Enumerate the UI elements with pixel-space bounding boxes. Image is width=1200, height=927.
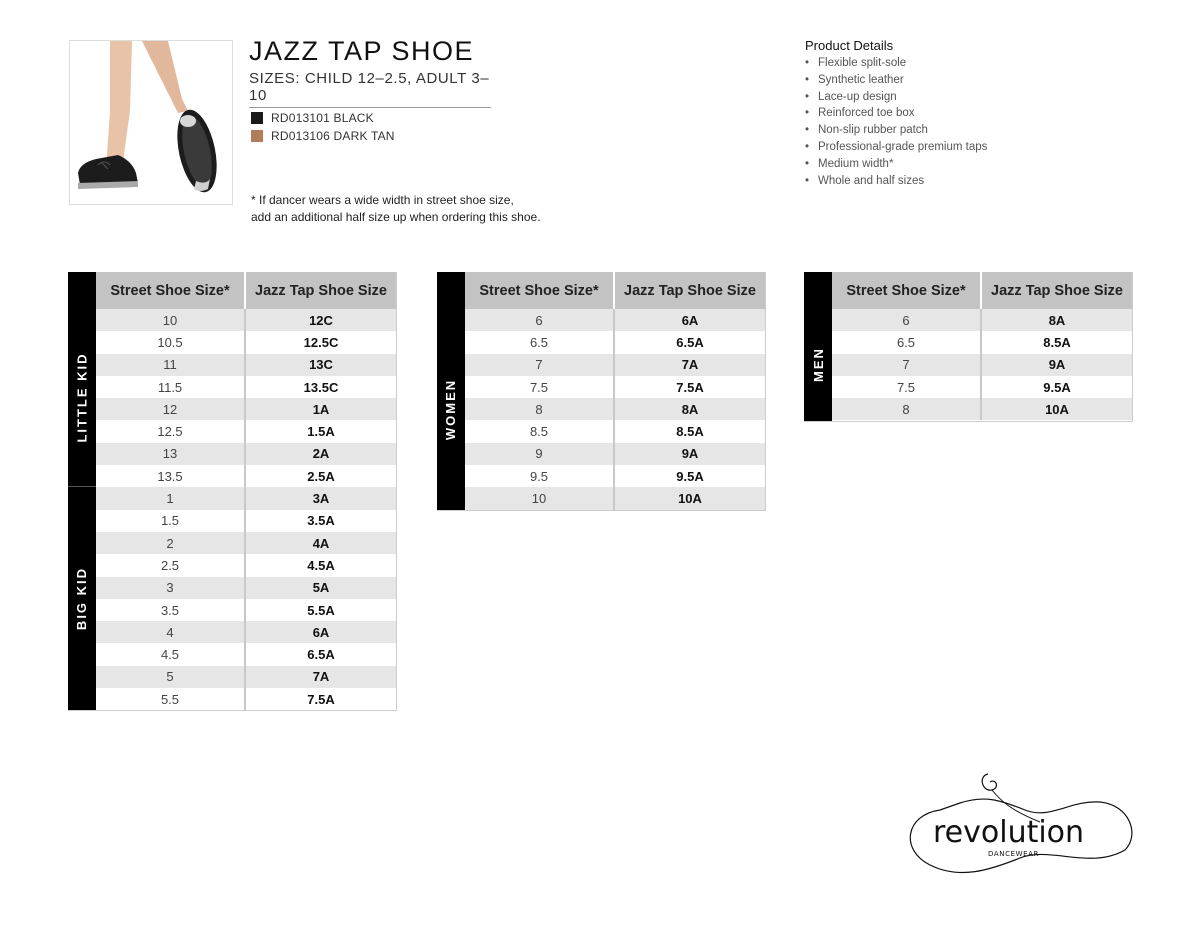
jazz-size-cell: 10A — [1045, 401, 1069, 417]
details-item: • Lace-up design — [805, 89, 987, 106]
street-size-cell: 5 — [96, 666, 246, 688]
details-item: • Synthetic leather — [805, 72, 987, 89]
women-size-table — [437, 272, 766, 511]
jazz-size-cell: 9.5A — [676, 468, 704, 484]
details-item: • Flexible split-sole — [805, 55, 987, 72]
jazz-size-cell: 2A — [312, 446, 330, 462]
jazz-size-cell: 8.5A — [676, 424, 704, 440]
street-size-cell: 11 — [96, 354, 246, 376]
jazz-size-cell: 12.5C — [303, 334, 339, 350]
product-details — [805, 38, 987, 189]
category-sidebar — [437, 272, 465, 510]
jazz-size-cell: 6.5A — [676, 334, 704, 350]
street-size-cell: 9.5 — [465, 465, 615, 487]
jazz-size-cell: 9.5A — [1043, 379, 1071, 395]
size-table-body — [832, 272, 1133, 421]
jazz-size-cell: 2.5A — [307, 468, 335, 484]
category-sidebar — [804, 272, 832, 421]
table-row — [96, 398, 396, 420]
jazz-size-cell: 4A — [312, 535, 330, 551]
tap-shoe-illustration — [70, 41, 233, 205]
street-size-cell: 2 — [96, 532, 246, 554]
street-size-cell: 6 — [832, 309, 982, 331]
street-size-cell: 7 — [465, 354, 615, 376]
street-size-cell: 2.5 — [96, 554, 246, 576]
street-size-cell: 13 — [96, 443, 246, 465]
jazz-size-cell: 1.5A — [307, 424, 335, 440]
table-header — [96, 272, 396, 309]
jazz-size-cell: 9A — [1048, 357, 1066, 373]
table-row — [96, 309, 396, 331]
table-row — [96, 510, 396, 532]
details-item: • Medium width* — [805, 156, 987, 173]
table-row — [96, 376, 396, 398]
table-row — [465, 354, 765, 376]
revolution-logo — [900, 770, 1140, 885]
details-item: • Non-slip rubber patch — [805, 122, 987, 139]
table-row — [96, 599, 396, 621]
category-label: LITTLE KID — [74, 352, 90, 443]
street-size-cell: 3 — [96, 577, 246, 599]
street-size-cell: 5.5 — [96, 688, 246, 710]
street-size-cell: 8 — [832, 398, 982, 420]
jazz-size-cell: 6.5A — [307, 647, 335, 663]
jazz-size-header: Jazz Tap Shoe Size — [991, 282, 1123, 299]
street-size-cell: 11.5 — [96, 376, 246, 398]
street-size-header: Street Shoe Size* — [832, 272, 982, 309]
jazz-size-cell: 1A — [312, 401, 330, 417]
table-row — [96, 465, 396, 487]
jazz-size-cell: 13.5C — [303, 379, 339, 395]
size-table-body — [465, 272, 766, 510]
table-row — [465, 420, 765, 442]
note-line: add an additional half size up when ordering this shoe. — [251, 210, 541, 224]
street-size-cell: 7.5 — [832, 376, 982, 398]
table-row — [832, 331, 1132, 353]
table-row — [96, 643, 396, 665]
table-row — [832, 398, 1132, 420]
jazz-size-cell: 7.5A — [676, 379, 704, 395]
jazz-size-cell: 10A — [678, 491, 702, 507]
details-list — [805, 55, 987, 189]
details-item: • Whole and half sizes — [805, 173, 987, 190]
jazz-size-cell: 7A — [312, 669, 330, 685]
street-size-header: Street Shoe Size* — [465, 272, 615, 309]
table-row — [465, 465, 765, 487]
street-size-cell: 10 — [96, 309, 246, 331]
swatch-dark-tan — [251, 127, 395, 145]
street-size-cell: 4.5 — [96, 643, 246, 665]
category-segment — [68, 309, 96, 487]
color-swatches — [251, 109, 395, 145]
table-row — [465, 331, 765, 353]
width-note — [251, 192, 541, 226]
jazz-size-cell: 7A — [681, 357, 699, 373]
table-row — [96, 420, 396, 442]
jazz-size-cell: 13C — [309, 357, 333, 373]
table-row — [96, 331, 396, 353]
table-row — [96, 554, 396, 576]
jazz-size-cell: 3.5A — [307, 513, 335, 529]
swatch-black — [251, 109, 395, 127]
table-row — [96, 532, 396, 554]
table-row — [832, 354, 1132, 376]
size-range: SIZES: CHILD 12–2.5, ADULT 3–10 — [249, 70, 491, 108]
street-size-cell: 4 — [96, 621, 246, 643]
jazz-size-cell: 3A — [312, 491, 330, 507]
jazz-size-cell: 12C — [309, 312, 333, 328]
table-row — [465, 398, 765, 420]
category-segment — [68, 487, 96, 710]
size-table-body — [96, 272, 397, 710]
jazz-size-cell: 7.5A — [307, 691, 335, 707]
table-row — [832, 309, 1132, 331]
jazz-size-cell: 5.5A — [307, 602, 335, 618]
street-size-cell: 8.5 — [465, 420, 615, 442]
details-item: • Professional-grade premium taps — [805, 139, 987, 156]
category-label: WOMEN — [443, 378, 459, 440]
table-row — [96, 666, 396, 688]
note-line: * If dancer wears a wide width in street shoe size, — [251, 193, 514, 207]
table-row — [96, 577, 396, 599]
street-size-cell: 6 — [465, 309, 615, 331]
details-item: • Reinforced toe box — [805, 105, 987, 122]
table-row — [96, 688, 396, 710]
jazz-size-header: Jazz Tap Shoe Size — [624, 282, 756, 299]
logo-mark — [900, 770, 1140, 885]
swatch-color — [251, 130, 263, 142]
jazz-size-cell: 6A — [312, 624, 330, 640]
jazz-size-cell: 8A — [1048, 312, 1066, 328]
street-size-cell: 7.5 — [465, 376, 615, 398]
jazz-size-cell: 4.5A — [307, 557, 335, 573]
street-size-cell: 1 — [96, 487, 246, 509]
table-row — [832, 376, 1132, 398]
street-size-cell: 3.5 — [96, 599, 246, 621]
table-row — [96, 487, 396, 509]
street-size-cell: 6.5 — [465, 331, 615, 353]
street-size-cell: 7 — [832, 354, 982, 376]
jazz-size-cell: 9A — [681, 446, 699, 462]
men-size-table — [804, 272, 1133, 422]
category-label: MEN — [810, 347, 826, 383]
jazz-size-cell: 8.5A — [1043, 334, 1071, 350]
table-header — [465, 272, 765, 309]
swatch-label: RD013101 BLACK — [271, 111, 374, 125]
category-segment — [437, 309, 465, 510]
page-title: JAZZ TAP SHOE — [249, 36, 475, 66]
street-size-cell: 12 — [96, 398, 246, 420]
street-size-cell: 8 — [465, 398, 615, 420]
swatch-color — [251, 112, 263, 124]
street-size-cell: 6.5 — [832, 331, 982, 353]
jazz-size-cell: 8A — [681, 401, 699, 417]
street-size-cell: 1.5 — [96, 510, 246, 532]
logo-subtext: DANCEWEAR — [988, 850, 1039, 858]
street-size-cell: 10 — [465, 487, 615, 509]
category-label: BIG KID — [74, 567, 90, 631]
category-segment — [804, 309, 832, 421]
street-size-cell: 12.5 — [96, 420, 246, 442]
logo-word: revolution — [933, 815, 1085, 850]
jazz-size-cell: 5A — [312, 580, 330, 596]
jazz-size-cell: 6A — [681, 312, 699, 328]
kids-size-table — [68, 272, 397, 711]
details-title: Product Details — [805, 38, 894, 53]
table-row — [465, 376, 765, 398]
swatch-label: RD013106 DARK TAN — [271, 129, 395, 143]
street-size-cell: 9 — [465, 443, 615, 465]
table-row — [96, 354, 396, 376]
product-photo — [69, 40, 233, 205]
jazz-size-header: Jazz Tap Shoe Size — [255, 282, 387, 299]
table-row — [465, 443, 765, 465]
street-size-cell: 13.5 — [96, 465, 246, 487]
table-row — [465, 487, 765, 509]
table-row — [96, 443, 396, 465]
table-row — [465, 309, 765, 331]
street-size-cell: 10.5 — [96, 331, 246, 353]
street-size-header: Street Shoe Size* — [96, 272, 246, 309]
table-header — [832, 272, 1132, 309]
category-sidebar — [68, 272, 96, 710]
table-row — [96, 621, 396, 643]
